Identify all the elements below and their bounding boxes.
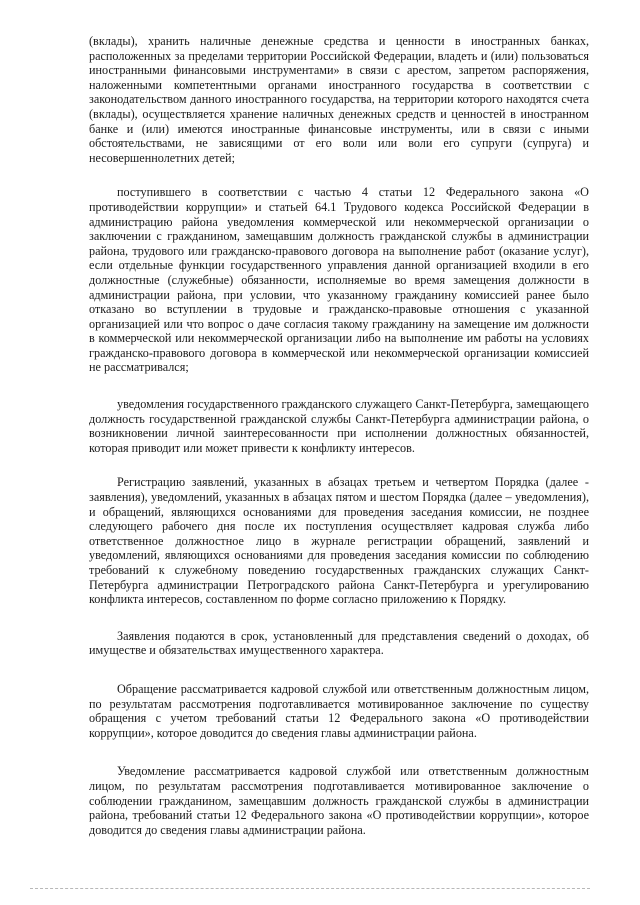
page-bottom-rule [30,888,590,889]
paragraph-foreign-accounts-continuation: (вклады), хранить наличные денежные средства и ценности в иностранных банках, расположенных за пределами территории Российской Федерации, владеть и (или) пользоваться иностранными финансовыми инструментами» в связи с арестом, запретом распоряжения, наложенными компетентными органами иностранного государства в соответствии с законодательством данного иностранного государства, на территории которого находятся счета (вклады), осуществляется хранение наличных денежных средств и ценностей в иностранном банке и (или) имеются иностранные финансовые инструменты, или в связи с иными обстоятельствами, не зависящими от его воли или воли его супруги (супруга) и несовершеннолетних детей; [89,34,589,165]
paragraph-appeal-review: Обращение рассматривается кадровой службой или ответственным должностным лицом, по результатам рассмотрения подготавливается мотивированное заключение по существу обращения с учетом требований статьи 12 Федерального закона «О противодействии коррупции», которое доводится до сведения главы администрации района. [89,681,589,740]
paragraph-organization-notice: поступившего в соответствии с частью 4 статьи 12 Федерального закона «О противодействии коррупции» и статьей 64.1 Трудового кодекса Российской Федерации в администрацию района уведомления коммерческой или некоммерческой организации о заключении с гражданином, замещавшим должность гражданской службы в администрации района, трудового или гражданско-правового договора на выполнение работ (оказание услуг), если отдельные функции государственного управления данной организацией входили в его должностные (служебные) обязанности, исполняемые во время замещения должности в администрации района, при условии, что указанному гражданину комиссией ранее было отказано во вступлении в трудовые и гражданско-правовые отношения с указанной организацией или что вопрос о даче согласия такому гражданину на замещение им должности в коммерческой или некоммерческой организации либо на выполнение им работы на условиях гражданско-правового договора в коммерческой или некоммерческой организации комиссией не рассматривался; [89,185,589,375]
paragraph-application-deadline: Заявления подаются в срок, установленный для представления сведений о доходах, об имуществе и обязательствах имущественного характера. [89,628,589,658]
paragraph-registration: Регистрацию заявлений, указанных в абзацах третьем и четвертом Порядка (далее - заявления), уведомлений, указанных в абзацах пятом и шестом Порядка (далее – уведомления), и обращений, являющихся основаниями для проведения заседания комиссии, не позднее следующего рабочего дня после их поступления осуществляет кадровая служба либо ответственное должностное лицо в журнале регистрации обращений, заявлений и уведомлений, являющихся основаниями для проведения заседания комиссии по соблюдению требований к служебному поведению государственных гражданских служащих Санкт-Петербурга администрации Петроградского района Санкт-Петербурга и урегулированию конфликта интересов, составленном по форме согласно приложению к Порядку. [89,475,589,607]
paragraph-conflict-of-interest-notice: уведомления государственного гражданского служащего Санкт-Петербурга, замещающего должность государственной гражданской службы Санкт-Петербурга администрации района, о возникновении личной заинтересованности при исполнении должностных обязанностей, которая приводит или может привести к конфликту интересов. [89,397,589,455]
document-page [89,34,589,837]
paragraph-notice-review: Уведомление рассматривается кадровой службой или ответственным должностным лицом, по результатам рассмотрения подготавливается мотивированное заключение о соблюдении гражданином, замещавшим должность гражданской службы в администрации района, требований статьи 12 Федерального закона «О противодействии коррупции», которое доводится до сведения главы администрации района. [89,764,589,837]
